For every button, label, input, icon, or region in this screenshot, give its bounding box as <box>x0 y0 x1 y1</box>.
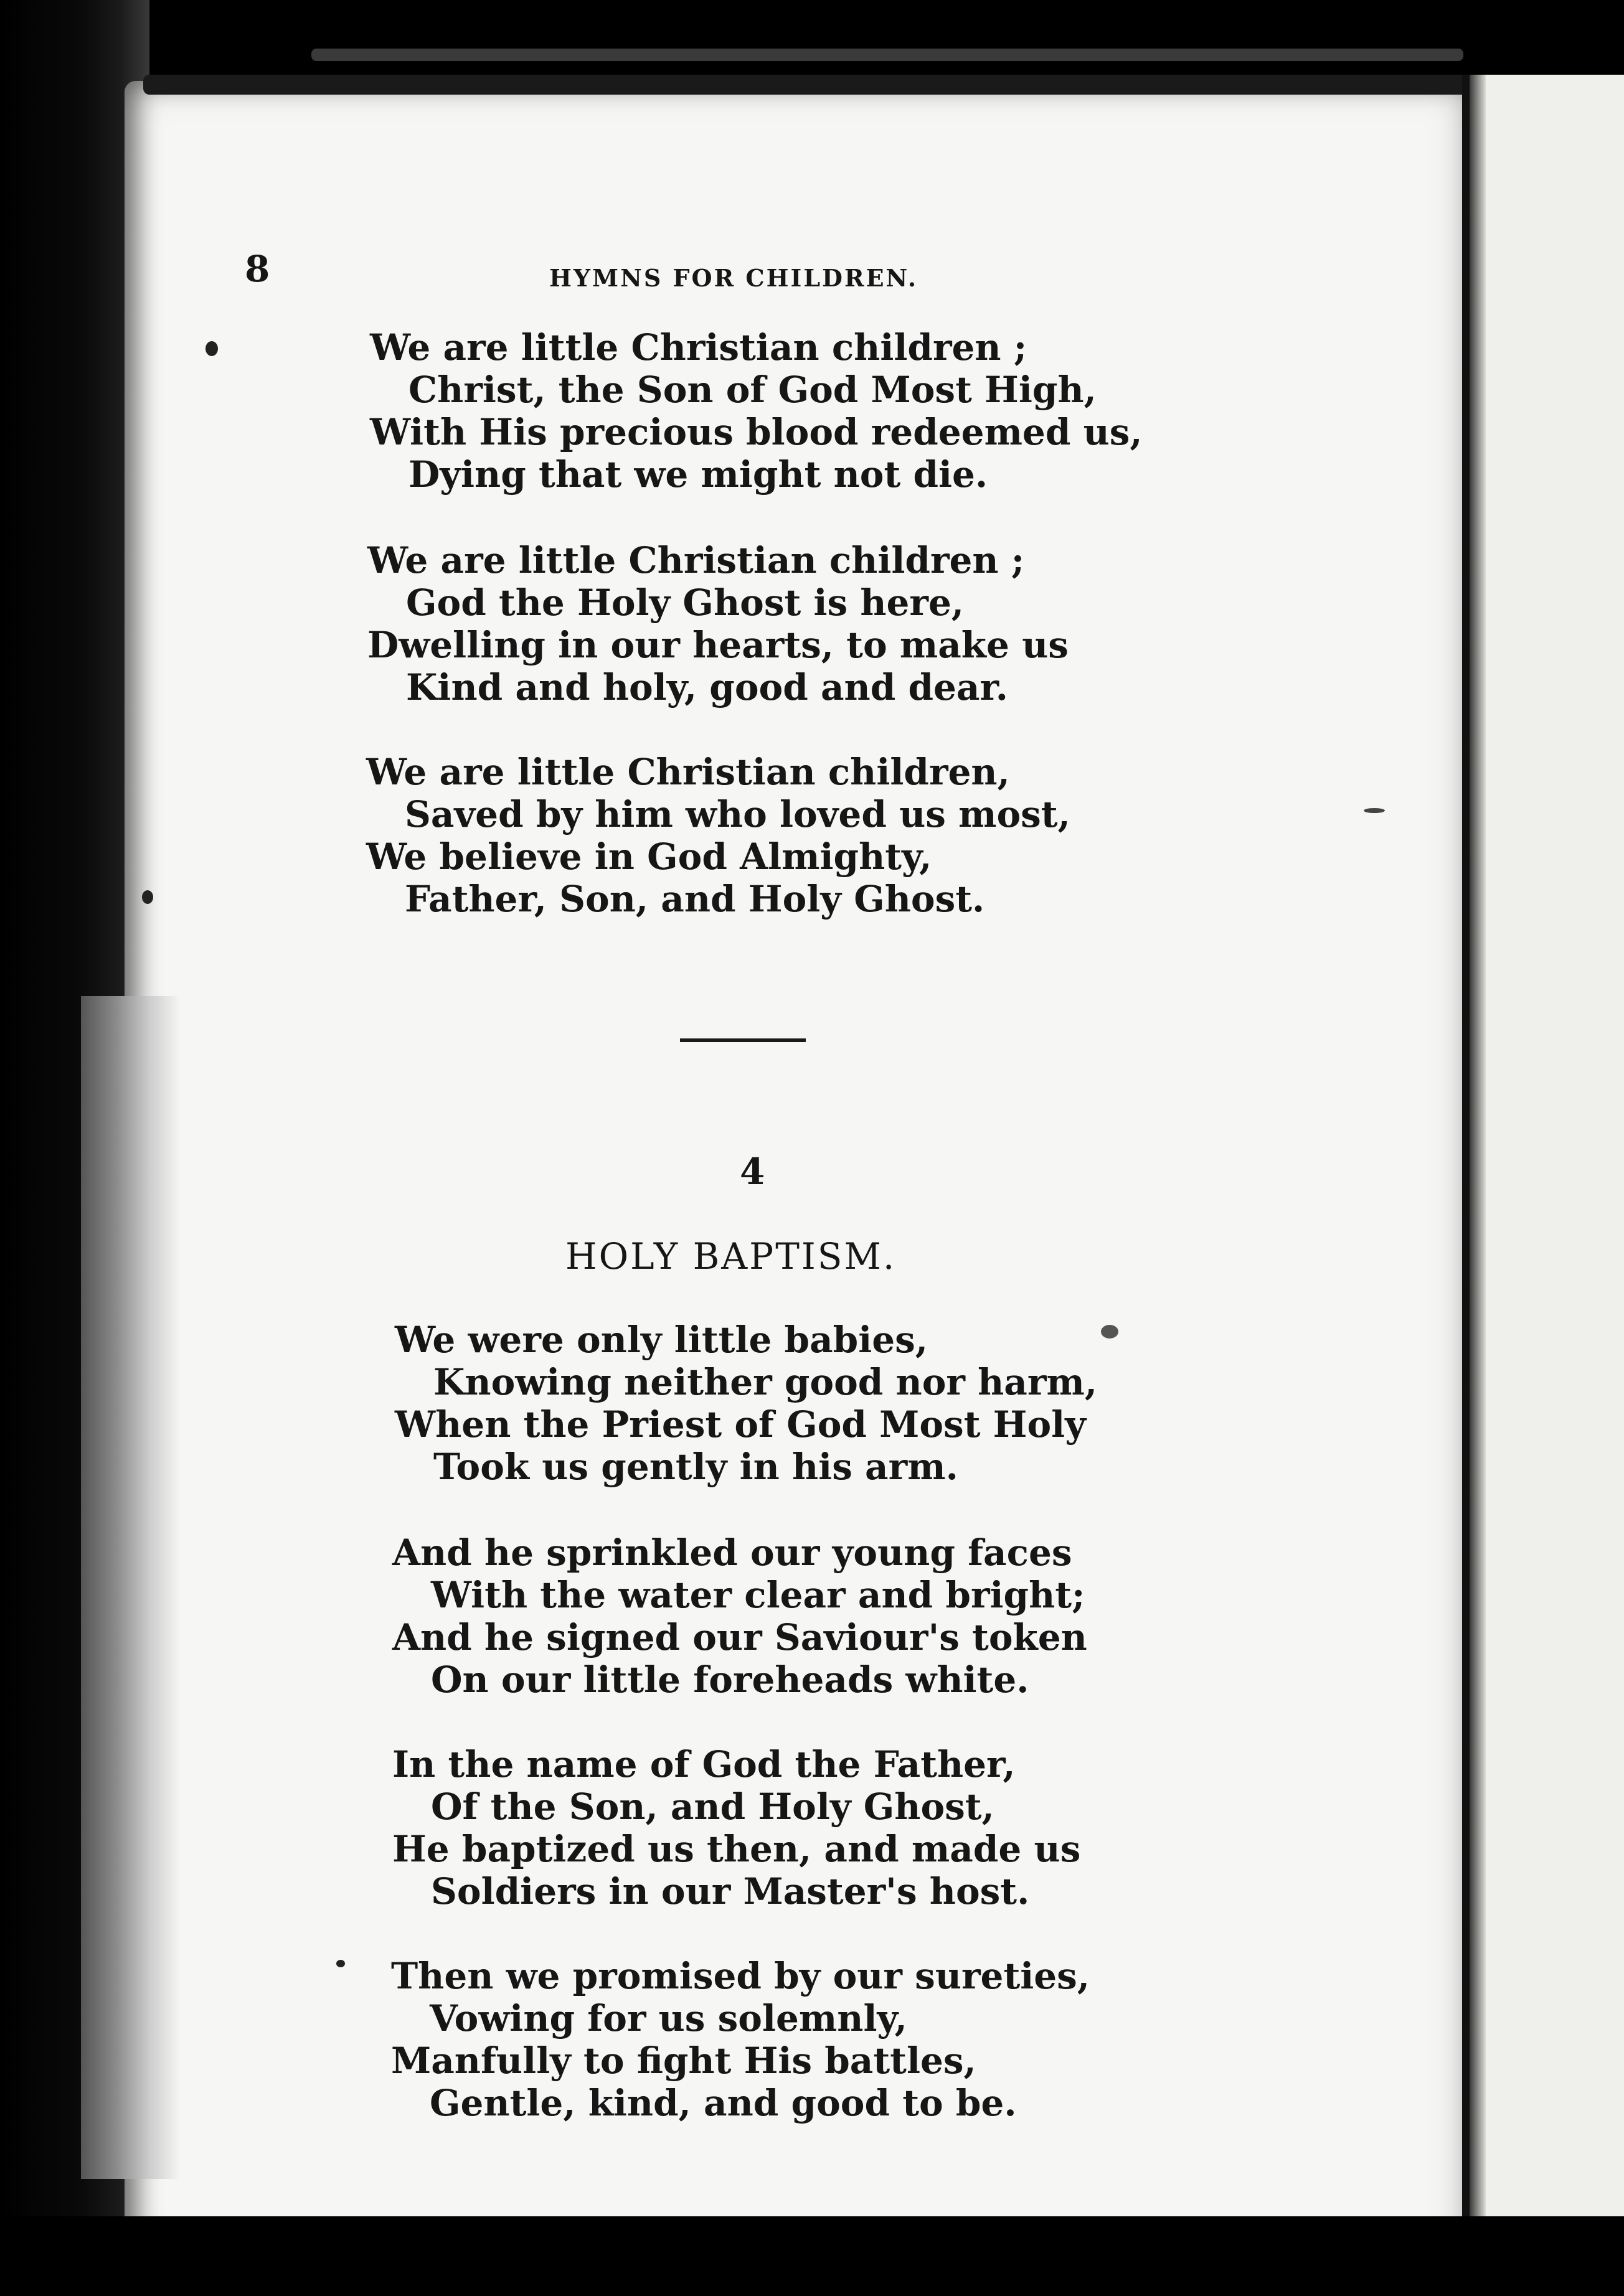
verse-line: We believe in God Almighty, <box>366 835 932 878</box>
verse-line: We are little Christian children, <box>366 751 1010 793</box>
verse-line: With the water clear and bright; <box>431 1574 1085 1616</box>
verse-line: With His precious blood redeemed us, <box>370 411 1143 453</box>
page-gutter <box>1462 75 1470 2254</box>
verse-line: We were only little babies, <box>395 1319 928 1361</box>
verse-line: Dwelling in our hearts, to make us <box>367 624 1069 666</box>
stanza <box>395 1319 1097 1488</box>
stanza <box>392 1743 1080 1913</box>
facing-page-shadow <box>1470 75 1486 2266</box>
stanza <box>392 1531 1087 1701</box>
verse-line: Then we promised by our sureties, <box>391 1955 1090 1997</box>
stanza <box>366 751 1070 920</box>
stanza <box>370 326 1143 496</box>
hymn-number: 4 <box>740 1150 765 1193</box>
stanza <box>391 1955 1090 2124</box>
verse-line: We are little Christian children ; <box>370 326 1027 369</box>
hymn-title: HOLY BAPTISM. <box>565 1235 897 1277</box>
verse-line: Manfully to fight His battles, <box>391 2040 976 2082</box>
verse-line: Took us gently in his arm. <box>433 1446 958 1488</box>
verse-line: And he sprinkled our young faces <box>392 1531 1072 1574</box>
page-top-border <box>143 75 1470 95</box>
verse-line: Knowing neither good nor harm, <box>433 1361 1098 1403</box>
verse-line: On our little foreheads white. <box>431 1658 1029 1701</box>
verse-line: When the Priest of God Most Holy <box>395 1403 1086 1446</box>
verse-line: He baptized us then, and made us <box>392 1828 1081 1870</box>
scan-bottom-border <box>0 2216 1624 2296</box>
stanza <box>367 539 1069 708</box>
page-number: 8 <box>245 248 270 290</box>
page-top-edge <box>311 49 1463 61</box>
section-divider <box>680 1038 806 1042</box>
scan-speck <box>1364 808 1385 813</box>
verse-line: God the Holy Ghost is here, <box>406 581 965 624</box>
verse-line: In the name of God the Father, <box>392 1743 1016 1786</box>
scan-speck <box>336 1960 345 1967</box>
running-head: HYMNS FOR CHILDREN. <box>549 264 918 292</box>
page-binding-shadow <box>81 996 181 2179</box>
scan-speck <box>205 341 218 356</box>
verse-line: Gentle, kind, and good to be. <box>430 2082 1017 2124</box>
verse-line: Father, Son, and Holy Ghost. <box>405 878 985 920</box>
scan-speck <box>142 890 153 904</box>
scan-speck <box>1101 1325 1118 1339</box>
verse-line: We are little Christian children ; <box>367 539 1025 581</box>
verse-line: Christ, the Son of God Most High, <box>408 369 1097 411</box>
verse-line: Dying that we might not die. <box>408 453 988 496</box>
verse-line: And he signed our Saviour's token <box>392 1616 1087 1658</box>
verse-line: Of the Son, and Holy Ghost, <box>431 1786 994 1828</box>
verse-line: Vowing for us solemnly, <box>430 1997 907 2040</box>
verse-line: Saved by him who loved us most, <box>405 793 1070 835</box>
facing-page-edge <box>1470 75 1624 2266</box>
verse-line: Kind and holy, good and dear. <box>406 666 1008 708</box>
verse-line: Soldiers in our Master's host. <box>431 1870 1030 1913</box>
